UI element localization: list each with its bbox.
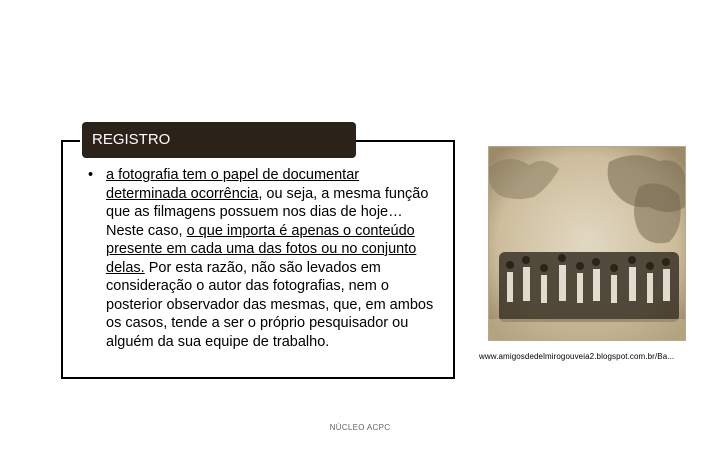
- card-top-border-left: [61, 140, 80, 142]
- bullet-paragraph: [90, 166, 436, 351]
- footer-label: NÚCLEO ACPC: [329, 423, 391, 432]
- text-segment-underlined-1: a fotografia tem o papel de documentar determinada ocorrência: [106, 167, 360, 202]
- card-title: REGISTRO: [82, 122, 356, 158]
- bullet-marker: •: [88, 167, 94, 183]
- historical-photo: [488, 146, 686, 341]
- text-segment-4: Por esta razão, não são levados em consideração o autor das fotografias, nem o posterior observador das mesmas, que, em ambos os casos, tende a ser o próprio pesquisador ou alguém da sua equipe de trabalho.: [106, 259, 434, 350]
- text-segment-underlined-3: o que importa é apenas o conteúdo presente em cada uma das fotos ou no conjunto delas.: [106, 222, 417, 276]
- text-segment-2: , ou seja, a mesma função que as filmagens possuem nos dias de hoje… Neste caso,: [106, 185, 429, 239]
- photo-caption: www.amigosdedelmirogouveia2.blogspot.com.br/Ba...: [479, 352, 675, 361]
- card-top-border-right: [355, 140, 455, 142]
- photo-illustration: [489, 147, 685, 340]
